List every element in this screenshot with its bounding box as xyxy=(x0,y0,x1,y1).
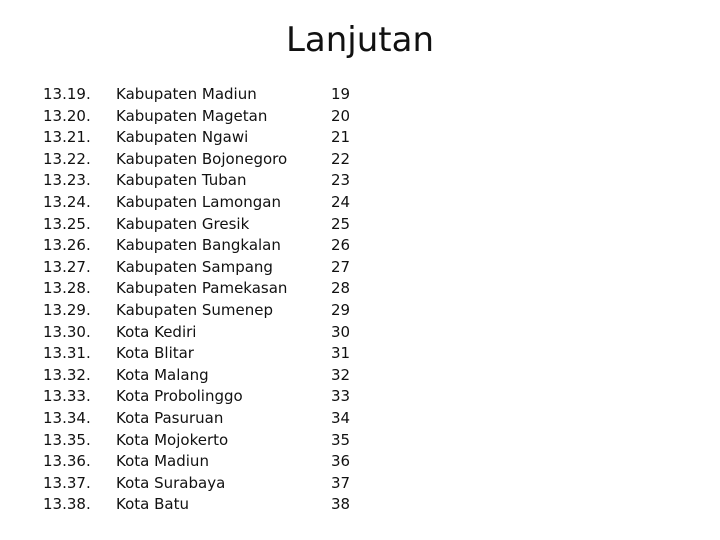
toc-row-region-name: Kota Blitar xyxy=(116,344,194,363)
toc-row-number: 13.31. xyxy=(43,344,91,363)
toc-row xyxy=(0,257,720,279)
slide-title: Lanjutan xyxy=(285,20,435,60)
toc-row-region-name: Kabupaten Bojonegoro xyxy=(116,149,288,168)
toc-row-page-number: 37 xyxy=(331,473,351,492)
toc-row-page-number: 29 xyxy=(331,300,351,319)
toc-row xyxy=(0,494,720,516)
toc-row-region-name: Kabupaten Sumenep xyxy=(116,300,274,319)
toc-row-region-name: Kota Batu xyxy=(116,495,189,514)
toc-row-region-name: Kabupaten Madiun xyxy=(116,85,257,103)
toc-row-number: 13.33. xyxy=(43,387,91,406)
toc-row-page-number: 38 xyxy=(331,495,351,514)
toc-row-number: 13.32. xyxy=(43,365,91,384)
toc-row-number: 13.26. xyxy=(43,236,91,255)
toc-row-page-number: 34 xyxy=(331,408,351,427)
toc-row-region-name: Kabupaten Gresik xyxy=(116,214,250,233)
toc-row-number: 13.25. xyxy=(43,214,91,233)
toc-row-number: 13.36. xyxy=(43,452,91,471)
toc-row-number: 13.38. xyxy=(43,495,91,514)
toc-row-page-number: 21 xyxy=(331,128,351,147)
toc-row-region-name: Kota Probolinggo xyxy=(116,387,243,406)
toc-row-region-name: Kota Kediri xyxy=(116,322,197,341)
toc-row-number: 13.23. xyxy=(43,171,91,190)
toc-row-number: 13.28. xyxy=(43,279,91,298)
toc-row xyxy=(0,170,720,192)
toc-row-number: 13.29. xyxy=(43,300,91,319)
toc-row xyxy=(0,235,720,257)
toc-row-page-number: 25 xyxy=(331,214,351,233)
toc-row xyxy=(0,430,720,452)
toc-row-region-name: Kota Surabaya xyxy=(116,473,226,492)
toc-row xyxy=(0,84,720,106)
toc-row xyxy=(0,214,720,236)
toc-row-number: 13.37. xyxy=(43,473,91,492)
toc-row-page-number: 23 xyxy=(331,171,351,190)
toc-row-page-number: 28 xyxy=(331,279,351,298)
toc-row-region-name: Kota Malang xyxy=(116,365,209,384)
toc-row xyxy=(0,278,720,300)
toc-row-page-number: 24 xyxy=(331,192,351,211)
toc-row xyxy=(0,343,720,365)
toc-row-page-number: 19 xyxy=(331,85,351,103)
toc-row-number: 13.19. xyxy=(43,85,91,103)
toc-row xyxy=(0,300,720,322)
toc-row-number: 13.27. xyxy=(43,257,91,276)
toc-row-region-name: Kabupaten Bangkalan xyxy=(116,236,281,255)
toc-row-page-number: 35 xyxy=(331,430,351,449)
toc-row xyxy=(0,365,720,387)
toc-row-region-name: Kabupaten Pamekasan xyxy=(116,279,288,298)
toc-row-page-number: 36 xyxy=(331,452,351,471)
toc-row-number: 13.20. xyxy=(43,106,91,125)
toc-row-region-name: Kota Madiun xyxy=(116,452,209,471)
toc-row xyxy=(0,149,720,171)
toc-row xyxy=(0,386,720,408)
toc-row xyxy=(0,192,720,214)
toc-row-region-name: Kota Pasuruan xyxy=(116,408,224,427)
toc-row xyxy=(0,451,720,473)
toc-row-number: 13.24. xyxy=(43,192,91,211)
toc-row-page-number: 20 xyxy=(331,106,351,125)
toc-row-page-number: 33 xyxy=(331,387,351,406)
toc-row-region-name: Kota Mojokerto xyxy=(116,430,229,449)
toc-row-region-name: Kabupaten Lamongan xyxy=(116,192,281,211)
toc-row-number: 13.35. xyxy=(43,430,91,449)
toc-row-region-name: Kabupaten Ngawi xyxy=(116,128,249,147)
toc-row xyxy=(0,408,720,430)
toc-row-page-number: 26 xyxy=(331,236,351,255)
toc-list xyxy=(0,84,720,516)
toc-row xyxy=(0,322,720,344)
toc-row-page-number: 27 xyxy=(331,257,351,276)
toc-row-region-name: Kabupaten Magetan xyxy=(116,106,268,125)
toc-row-page-number: 31 xyxy=(331,344,351,363)
toc-row-number: 13.30. xyxy=(43,322,91,341)
toc-row-page-number: 30 xyxy=(331,322,351,341)
toc-row-page-number: 32 xyxy=(331,365,351,384)
toc-row xyxy=(0,473,720,495)
toc-row-region-name: Kabupaten Tuban xyxy=(116,171,247,190)
toc-row-number: 13.21. xyxy=(43,128,91,147)
toc-row xyxy=(0,127,720,149)
toc-row-page-number: 22 xyxy=(331,149,351,168)
toc-row-number: 13.34. xyxy=(43,408,91,427)
toc-row-number: 13.22. xyxy=(43,149,91,168)
toc-row xyxy=(0,106,720,128)
toc-row-region-name: Kabupaten Sampang xyxy=(116,257,273,276)
